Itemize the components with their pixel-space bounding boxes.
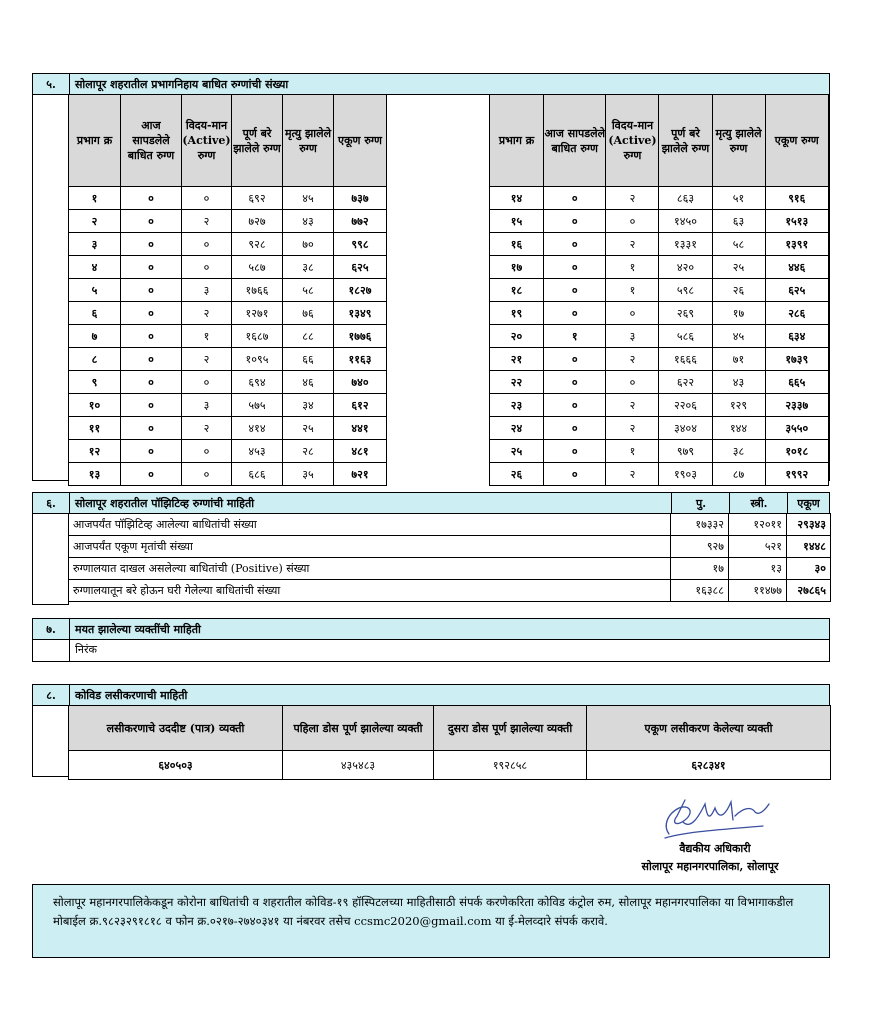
ward-total: २८६ [765, 302, 828, 325]
signature-title: वैद्यकीय अधिकारी [679, 842, 751, 855]
ward-total: ६२५ [334, 256, 387, 279]
section6-title: सोलापूर शहरातील पॉझिटिव्ह रुग्णांची माहिती [75, 496, 255, 510]
ward-today-found: ० [544, 348, 606, 371]
col-total: एकूण रुग्ण [765, 95, 828, 187]
ward-recovered: २२०६ [659, 394, 712, 417]
ward-row [490, 233, 829, 256]
ward-today-found: ० [544, 463, 606, 486]
positive-info-label: रुग्णालयात दाखल असलेल्या बाधितांची (Positive) संख्या [69, 558, 671, 580]
ward-today-found: ० [544, 210, 606, 233]
ward-recovered: ४१४ [232, 417, 283, 440]
ward-total: १७७६ [334, 325, 387, 348]
ward-ward-number: १ [69, 187, 121, 210]
ward-recovered: ५८६ [659, 325, 712, 348]
total-vaccinated-value: ६२८३४१ [587, 751, 831, 780]
ward-total: ९१६ [765, 187, 828, 210]
ward-today-found: ० [121, 371, 182, 394]
ward-ward-number: १९ [490, 302, 544, 325]
positive-info-table [68, 513, 831, 602]
ward-row [69, 256, 387, 279]
ward-ward-number: २६ [490, 463, 544, 486]
ward-ward-number: ४ [69, 256, 121, 279]
ward-total: १७३९ [765, 348, 828, 371]
ward-active: ० [182, 371, 232, 394]
ward-ward-number: १५ [490, 210, 544, 233]
ward-total: १३९१ [765, 233, 828, 256]
ward-active: २ [606, 348, 659, 371]
ward-recovered: १६८७ [232, 325, 283, 348]
ward-deaths: २८ [283, 440, 334, 463]
col-deaths: मृत्यु झालेले रुग्ण [712, 95, 765, 187]
ward-ward-number: ३ [69, 233, 121, 256]
ward-deaths: ३५ [283, 463, 334, 486]
col-today-found: आज सापडलेले बाधित रुग्ण [544, 95, 606, 187]
ward-row [69, 463, 387, 486]
total-vaccinated-header: एकूण लसीकरण केलेल्या व्यक्ती [587, 706, 831, 751]
ward-today-found: ० [121, 348, 182, 371]
col-active: विदय-मान (Active) रुग्ण [182, 95, 232, 187]
ward-today-found: १ [544, 325, 606, 348]
ward-deaths: ३४ [283, 394, 334, 417]
ward-total: १८२७ [334, 279, 387, 302]
ward-ward-number: २१ [490, 348, 544, 371]
vaccination-target-header: लसीकरणाचे उददीष्ट (पात्र) व्यक्ती [69, 706, 283, 751]
positive-info-male: १७३३२ [671, 514, 729, 536]
ward-ward-number: २ [69, 210, 121, 233]
ward-active: २ [182, 417, 232, 440]
ward-total: ११६३ [334, 348, 387, 371]
section6-number: ६. [33, 493, 70, 513]
ward-total: १९९२ [765, 463, 828, 486]
positive-info-row [69, 580, 831, 602]
ward-active: २ [182, 302, 232, 325]
section6-header [32, 492, 830, 514]
positive-info-total: २७८६५ [787, 580, 831, 602]
ward-recovered: ५९८ [659, 279, 712, 302]
ward-today-found: ० [121, 210, 182, 233]
ward-recovered: १९०३ [659, 463, 712, 486]
ward-row [69, 187, 387, 210]
ward-total: ४८१ [334, 440, 387, 463]
section7-header [32, 618, 830, 640]
ward-today-found: ० [121, 302, 182, 325]
ward-table-left [68, 94, 387, 486]
ward-deaths: १२९ [712, 394, 765, 417]
ward-deaths: ८८ [283, 325, 334, 348]
ward-recovered: ९२८ [232, 233, 283, 256]
ward-ward-number: २५ [490, 440, 544, 463]
ward-today-found: ० [544, 256, 606, 279]
ward-today-found: ० [121, 417, 182, 440]
ward-row [490, 279, 829, 302]
ward-total: ६६५ [765, 371, 828, 394]
ward-ward-number: २२ [490, 371, 544, 394]
positive-info-female: १३ [729, 558, 787, 580]
ward-row [69, 302, 387, 325]
ward-row [69, 440, 387, 463]
second-dose-header: दुसरा डोस पूर्ण झालेल्या व्यक्ती [434, 706, 587, 751]
ward-active: ० [606, 302, 659, 325]
ward-recovered: ४५३ [232, 440, 283, 463]
ward-deaths: ३८ [712, 440, 765, 463]
ward-total: ६१२ [334, 394, 387, 417]
ward-deaths: ७१ [712, 348, 765, 371]
positive-info-total: २९३४३ [787, 514, 831, 536]
ward-row [490, 210, 829, 233]
section8-number: ८. [33, 685, 70, 705]
ward-ward-number: ९ [69, 371, 121, 394]
ward-row [69, 371, 387, 394]
ward-today-found: ० [544, 233, 606, 256]
col-ward-no: प्रभाग क्र [69, 95, 121, 187]
ward-active: २ [182, 348, 232, 371]
ward-total: ६३४ [765, 325, 828, 348]
ward-recovered: १०९५ [232, 348, 283, 371]
ward-active: ० [182, 440, 232, 463]
second-dose-value: १९२८५८ [434, 751, 587, 780]
ward-active: ० [606, 210, 659, 233]
first-dose-header: पहिला डोस पूर्ण झालेल्या व्यक्ती [283, 706, 434, 751]
col-recovered: पूर्ण बरे झालेले रुग्ण [232, 95, 283, 187]
ward-ward-number: १७ [490, 256, 544, 279]
ward-ward-number: ५ [69, 279, 121, 302]
ward-active: २ [606, 463, 659, 486]
ward-deaths: ६६ [283, 348, 334, 371]
section5-header [32, 73, 830, 95]
col-female-header: स्त्री. [729, 493, 788, 513]
ward-total: ९९८ [334, 233, 387, 256]
ward-deaths: १४४ [712, 417, 765, 440]
ward-recovered: ६९४ [232, 371, 283, 394]
ward-today-found: ० [544, 371, 606, 394]
ward-active: १ [606, 256, 659, 279]
ward-active: २ [606, 187, 659, 210]
ward-row [69, 279, 387, 302]
positive-info-female: ५२१ [729, 536, 787, 558]
ward-today-found: ० [544, 394, 606, 417]
deaths-info-value: निरंक [75, 643, 97, 656]
col-total-header: एकूण [787, 493, 829, 513]
section7-body-row [32, 639, 830, 662]
ward-ward-number: १० [69, 394, 121, 417]
ward-active: ३ [606, 325, 659, 348]
positive-info-label: आजपर्यंत एकूण मृतांची संख्या [69, 536, 671, 558]
ward-recovered: ३४०४ [659, 417, 712, 440]
ward-today-found: ० [544, 440, 606, 463]
ward-row [490, 187, 829, 210]
ward-recovered: १४५० [659, 210, 712, 233]
ward-recovered: ८६३ [659, 187, 712, 210]
positive-info-female: १२०११ [729, 514, 787, 536]
ward-ward-number: २४ [490, 417, 544, 440]
section5-right-border [829, 94, 830, 481]
ward-ward-number: ११ [69, 417, 121, 440]
ward-total: २३३७ [765, 394, 828, 417]
col-ward-no: प्रभाग क्र [490, 95, 544, 187]
ward-row [490, 302, 829, 325]
ward-deaths: ५१ [712, 187, 765, 210]
ward-today-found: ० [121, 440, 182, 463]
ward-deaths: ४३ [712, 371, 765, 394]
ward-total: ३५५० [765, 417, 828, 440]
positive-info-row [69, 558, 831, 580]
ward-row [490, 371, 829, 394]
positive-info-label: रुग्णालयातून बरे होऊन घरी गेलेल्या बाधितांची संख्या [69, 580, 671, 602]
ward-ward-number: १२ [69, 440, 121, 463]
ward-row [490, 440, 829, 463]
ward-row [69, 210, 387, 233]
ward-recovered: १६६६ [659, 348, 712, 371]
ward-row [490, 417, 829, 440]
ward-deaths: ४५ [712, 325, 765, 348]
ward-deaths: ७६ [283, 302, 334, 325]
ward-recovered: ९७९ [659, 440, 712, 463]
section7-title: मयत झालेल्या व्यक्तींची माहिती [75, 622, 201, 636]
positive-info-male: १७ [671, 558, 729, 580]
ward-row [490, 463, 829, 486]
ward-row [490, 394, 829, 417]
section5-left-gutter [32, 94, 69, 481]
col-deaths: मृत्यु झालेले रुग्ण [283, 95, 334, 187]
ward-recovered: ६८६ [232, 463, 283, 486]
ward-today-found: ० [121, 279, 182, 302]
ward-recovered: ६२२ [659, 371, 712, 394]
ward-ward-number: १८ [490, 279, 544, 302]
ward-active: ० [182, 233, 232, 256]
ward-row [490, 325, 829, 348]
positive-info-total: १४४८ [787, 536, 831, 558]
positive-info-male: ९२७ [671, 536, 729, 558]
ward-active: ३ [182, 394, 232, 417]
section6-left-gutter [32, 513, 69, 605]
ward-row [69, 348, 387, 371]
vaccination-target-value: ६४०५०३ [69, 751, 283, 780]
ward-deaths: २५ [712, 256, 765, 279]
vaccination-table [68, 705, 831, 780]
ward-ward-number: ६ [69, 302, 121, 325]
ward-ward-number: १३ [69, 463, 121, 486]
positive-info-row [69, 536, 831, 558]
ward-row [69, 417, 387, 440]
col-total: एकूण रुग्ण [334, 95, 387, 187]
ward-today-found: ० [121, 233, 182, 256]
ward-row [490, 348, 829, 371]
ward-ward-number: ८ [69, 348, 121, 371]
ward-recovered: ४२० [659, 256, 712, 279]
ward-today-found: ० [121, 325, 182, 348]
ward-today-found: ० [544, 417, 606, 440]
ward-active: ० [606, 371, 659, 394]
ward-deaths: ५८ [283, 279, 334, 302]
ward-active: ० [182, 463, 232, 486]
ward-deaths: ६३ [712, 210, 765, 233]
ward-ward-number: २० [490, 325, 544, 348]
signature-image [655, 786, 775, 842]
ward-active: ० [182, 187, 232, 210]
positive-info-female: ११४७७ [729, 580, 787, 602]
ward-today-found: ० [544, 279, 606, 302]
section8-header [32, 684, 830, 706]
ward-ward-number: १६ [490, 233, 544, 256]
ward-recovered: ५७५ [232, 394, 283, 417]
ward-active: १ [606, 440, 659, 463]
col-recovered: पूर्ण बरे झालेले रुग्ण [659, 95, 712, 187]
ward-recovered: ६९२ [232, 187, 283, 210]
ward-deaths: ५८ [712, 233, 765, 256]
ward-table-right [489, 94, 829, 486]
ward-row [490, 256, 829, 279]
section8-title: कोविड लसीकरणाची माहिती [75, 688, 188, 702]
ward-deaths: २६ [712, 279, 765, 302]
ward-ward-number: ७ [69, 325, 121, 348]
ward-recovered: १३३१ [659, 233, 712, 256]
ward-active: १ [606, 279, 659, 302]
positive-info-label: आजपर्यंत पॉझिटिव्ह आलेल्या बाधितांची संख्या [69, 514, 671, 536]
ward-total: ७७२ [334, 210, 387, 233]
ward-total: ४४१ [334, 417, 387, 440]
contact-note [32, 884, 830, 958]
positive-info-row [69, 514, 831, 536]
ward-total: ७३७ [334, 187, 387, 210]
col-today-found: आज सापडलेले बाधित रुग्ण [121, 95, 182, 187]
positive-info-male: १६३८८ [671, 580, 729, 602]
ward-deaths: ४३ [283, 210, 334, 233]
ward-active: २ [182, 210, 232, 233]
ward-active: २ [606, 233, 659, 256]
ward-today-found: ० [121, 256, 182, 279]
ward-total: ६२५ [765, 279, 828, 302]
contact-note-text: सोलापूर महानगरपालिकेकडून कोरोना बाधितांची व शहरातील कोविड-१९ हॉस्पिटलच्या माहितीसाठी संपर्क करणेकरिता कोविड कंट्रोल रुम, सोलापूर महानगरपालिका या विभागाकडील मोबाईल क्र.९८२३२९१८१८ व फोन क्र.०२१७-२७४०३४१ या नंबरवर तसेच ccsmc2020@gmail.com या ई-मेलव्दारे संपर्क करावे. [53, 895, 794, 928]
ward-active: २ [606, 394, 659, 417]
ward-total: ७४० [334, 371, 387, 394]
ward-active: ३ [182, 279, 232, 302]
ward-deaths: १७ [712, 302, 765, 325]
col-male-header: पु. [671, 493, 730, 513]
section5-title: सोलापूर शहरातील प्रभागनिहाय बाधित रुग्णांची संख्या [75, 77, 289, 91]
ward-deaths: ७० [283, 233, 334, 256]
ward-recovered: ५८७ [232, 256, 283, 279]
ward-ward-number: १४ [490, 187, 544, 210]
ward-deaths: ४५ [283, 187, 334, 210]
ward-deaths: २५ [283, 417, 334, 440]
col-active: विदय-मान (Active) रुग्ण [606, 95, 659, 187]
ward-total: ७२१ [334, 463, 387, 486]
positive-info-total: ३० [787, 558, 831, 580]
signature-organization: सोलापूर महानगरपालिका, सोलापूर [641, 860, 779, 873]
ward-recovered: १२७१ [232, 302, 283, 325]
ward-deaths: ४६ [283, 371, 334, 394]
ward-ward-number: २३ [490, 394, 544, 417]
ward-deaths: ८७ [712, 463, 765, 486]
ward-active: ० [182, 256, 232, 279]
ward-row [69, 394, 387, 417]
ward-total: ४४६ [765, 256, 828, 279]
ward-today-found: ० [544, 302, 606, 325]
ward-recovered: ७२७ [232, 210, 283, 233]
ward-total: १५१३ [765, 210, 828, 233]
ward-active: १ [182, 325, 232, 348]
first-dose-value: ४३५४८३ [283, 751, 434, 780]
ward-recovered: २६९ [659, 302, 712, 325]
ward-total: १०१८ [765, 440, 828, 463]
ward-today-found: ० [544, 187, 606, 210]
ward-row [69, 325, 387, 348]
ward-today-found: ० [121, 394, 182, 417]
section8-left-gutter [32, 705, 69, 777]
ward-row [69, 233, 387, 256]
section7-number: ७. [33, 619, 70, 639]
section5-number: ५. [33, 74, 70, 94]
ward-recovered: १७६६ [232, 279, 283, 302]
ward-total: १३४९ [334, 302, 387, 325]
ward-today-found: ० [121, 463, 182, 486]
ward-today-found: ० [121, 187, 182, 210]
ward-deaths: ३८ [283, 256, 334, 279]
ward-active: २ [606, 417, 659, 440]
